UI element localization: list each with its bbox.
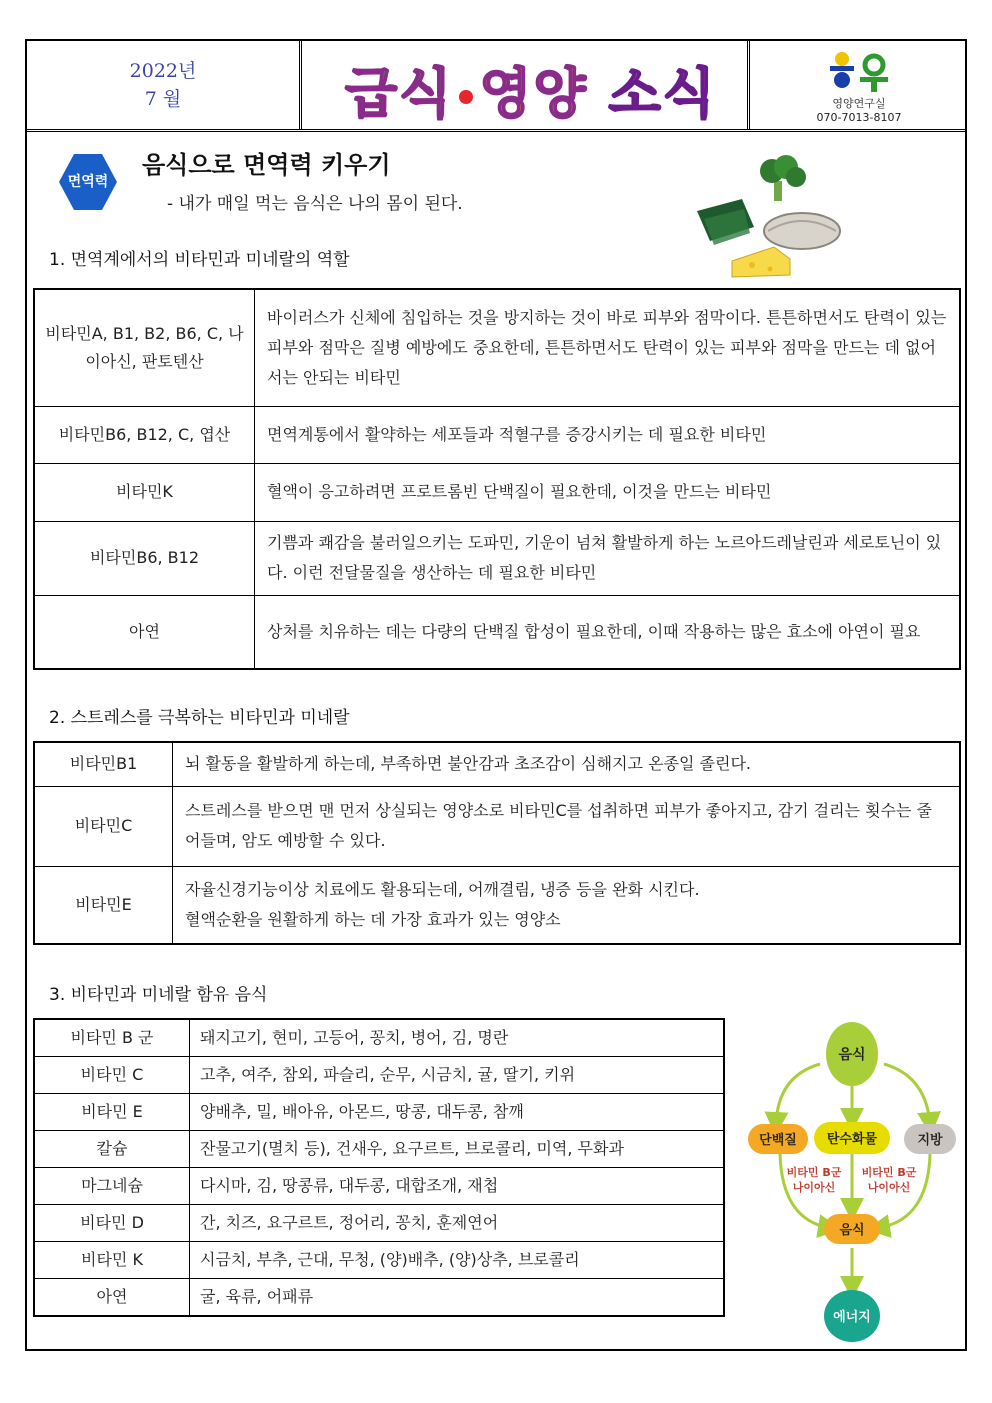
vitamin-role: 면역계통에서 활약하는 세포들과 적혈구를 증강시키는 데 필요한 비타민	[255, 406, 961, 463]
table-row	[34, 1168, 724, 1205]
table-row	[34, 1019, 724, 1057]
vitamin-key: 비타민C	[34, 786, 173, 866]
table-row	[34, 742, 960, 786]
header	[27, 41, 965, 132]
table-row	[34, 289, 960, 406]
nutrient-key: 마그네슘	[34, 1168, 190, 1205]
cheese-icon	[732, 247, 790, 277]
seaweed-icon	[697, 199, 754, 245]
issue-year: 2022년	[129, 60, 197, 82]
effect-line: 자율신경기능이상 치료에도 활용되는데, 어깨결림, 냉증 등을 완화 시킨다.	[185, 879, 700, 899]
energy-diagram	[742, 1016, 962, 1346]
vitamin-role: 바이러스가 신체에 침입하는 것을 방지하는 것이 바로 피부와 점막이다. 튼튼하면서도 탄력이 있는 피부와 점막은 질병 예방에도 중요한데, 튼튼하면서도 탄력이 있는 피부와 점막을 만드는 데 없어서는 안되는 비타민	[255, 289, 961, 406]
school-logo-icon	[824, 49, 894, 95]
diagram-note-right-1: 비타민 B군	[861, 1166, 917, 1179]
immunity-badge	[57, 151, 119, 217]
table-row	[34, 786, 960, 866]
table-row	[34, 866, 960, 944]
nutrient-key: 비타민 K	[34, 1242, 190, 1279]
table-row	[34, 463, 960, 521]
title-dot-icon	[459, 90, 473, 104]
vitamin-role: 상처를 치유하는 데는 다량의 단백질 합성이 필요한데, 이때 작용하는 많은 효소에 아연이 필요	[255, 595, 961, 669]
food-list: 다시마, 김, 땅콩류, 대두콩, 대합조개, 재첩	[190, 1168, 725, 1205]
vitamin-effect	[173, 866, 961, 944]
lab-info	[753, 41, 965, 129]
vitamin-key: 비타민B1	[34, 742, 173, 786]
diagram-label-food-middle: 음식	[839, 1223, 865, 1238]
clam-icon	[764, 213, 840, 249]
food-list: 굴, 육류, 어패류	[190, 1279, 725, 1317]
table-row	[34, 1057, 724, 1094]
diagram-label-carb: 탄수화물	[826, 1132, 878, 1147]
broccoli-icon	[760, 155, 806, 201]
nutrient-key: 칼슘	[34, 1131, 190, 1168]
badge-label: 면역력	[67, 174, 109, 190]
nutrient-key: 비타민 D	[34, 1205, 190, 1242]
effect-line: 혈액순환을 원활하게 하는 데 가장 효과가 있는 영양소	[185, 909, 561, 929]
table-row	[34, 1131, 724, 1168]
vitamin-role: 혈액이 응고하려면 프로트롬빈 단백질이 필요한데, 이것을 만드는 비타민	[255, 463, 961, 521]
table-row	[34, 521, 960, 595]
newsletter-title	[305, 41, 750, 129]
vitamin-key: 비타민B6, B12, C, 엽산	[34, 406, 255, 463]
nutrient-key: 비타민 E	[34, 1094, 190, 1131]
food-list: 양배추, 밀, 배아유, 아몬드, 땅콩, 대두콩, 참깨	[190, 1094, 725, 1131]
article-subtitle: - 내가 매일 먹는 음식은 나의 몸이 된다.	[167, 194, 463, 214]
food-list: 간, 치즈, 요구르트, 정어리, 꽁치, 훈제연어	[190, 1205, 725, 1242]
title-part-nutrition: 영양	[479, 62, 588, 125]
diagram-label-protein: 단백질	[759, 1133, 797, 1148]
lab-phone: 070-7013-8107	[816, 111, 902, 124]
table-row	[34, 1094, 724, 1131]
table-row	[34, 1242, 724, 1279]
section3-table	[33, 1018, 725, 1317]
issue-date	[27, 41, 302, 129]
section2-table	[33, 741, 961, 945]
vitamin-role: 기쁨과 쾌감을 불러일으키는 도파민, 기운이 넘쳐 활발하게 하는 노르아드레날린과 세로토닌이 있다. 이런 전달물질을 생산하는 데 필요한 비타민	[255, 521, 961, 595]
diagram-label-food-top: 음식	[838, 1047, 866, 1063]
diagram-note-left-2: 나이아신	[792, 1181, 836, 1194]
vitamin-key: 비타민A, B1, B2, B6, C, 나이아신, 판토텐산	[34, 289, 255, 406]
food-list: 돼지고기, 현미, 고등어, 꽁치, 병어, 김, 명란	[190, 1019, 725, 1057]
section2-title: 2. 스트레스를 극복하는 비타민과 미네랄	[49, 708, 350, 728]
vitamin-key: 비타민E	[34, 866, 173, 944]
nutrient-key: 아연	[34, 1279, 190, 1317]
table-row	[34, 1205, 724, 1242]
table-row	[34, 406, 960, 463]
arrow-food-to-fat	[884, 1064, 930, 1124]
vitamin-key: 비타민K	[34, 463, 255, 521]
table-row	[34, 595, 960, 669]
title-part-news: 소식	[608, 62, 717, 125]
food-list: 고추, 여주, 참외, 파슬리, 순무, 시금치, 귤, 딸기, 키위	[190, 1057, 725, 1094]
arrow-food-to-protein	[776, 1064, 820, 1124]
newsletter-page	[25, 39, 967, 1351]
vitamin-key: 비타민B6, B12	[34, 521, 255, 595]
vitamin-effect: 뇌 활동을 활발하게 하는데, 부족하면 불안감과 초조감이 심해지고 온종일 졸린다.	[173, 742, 961, 786]
food-illustration	[692, 149, 862, 279]
nutrient-key: 비타민 C	[34, 1057, 190, 1094]
diagram-note-right-2: 나이아신	[867, 1181, 911, 1194]
title-part-meal: 급식	[345, 62, 454, 125]
food-list: 시금치, 부추, 근대, 무청, (양)배추, (양)상추, 브로콜리	[190, 1242, 725, 1279]
diagram-label-energy: 에너지	[833, 1310, 871, 1325]
table-row	[34, 1279, 724, 1317]
vitamin-key: 아연	[34, 595, 255, 669]
lab-name: 영양연구실	[832, 97, 886, 110]
issue-month: 7 월	[144, 88, 182, 110]
title-art	[345, 51, 717, 128]
section1-table	[33, 288, 961, 670]
section3-title: 3. 비타민과 미네랄 함유 음식	[49, 985, 268, 1005]
food-list: 잔물고기(멸치 등), 건새우, 요구르트, 브로콜리, 미역, 무화과	[190, 1131, 725, 1168]
nutrient-key: 비타민 B 군	[34, 1019, 190, 1057]
vitamin-effect: 스트레스를 받으면 맨 먼저 상실되는 영양소로 비타민C를 섭취하면 피부가 좋아지고, 감기 걸리는 횟수는 줄어들며, 암도 예방할 수 있다.	[173, 786, 961, 866]
article-title: 음식으로 면역력 키우기	[142, 151, 391, 179]
diagram-label-fat: 지방	[917, 1133, 943, 1148]
section1-title: 1. 면역계에서의 비타민과 미네랄의 역할	[49, 250, 350, 270]
diagram-note-left-1: 비타민 B군	[786, 1166, 842, 1179]
